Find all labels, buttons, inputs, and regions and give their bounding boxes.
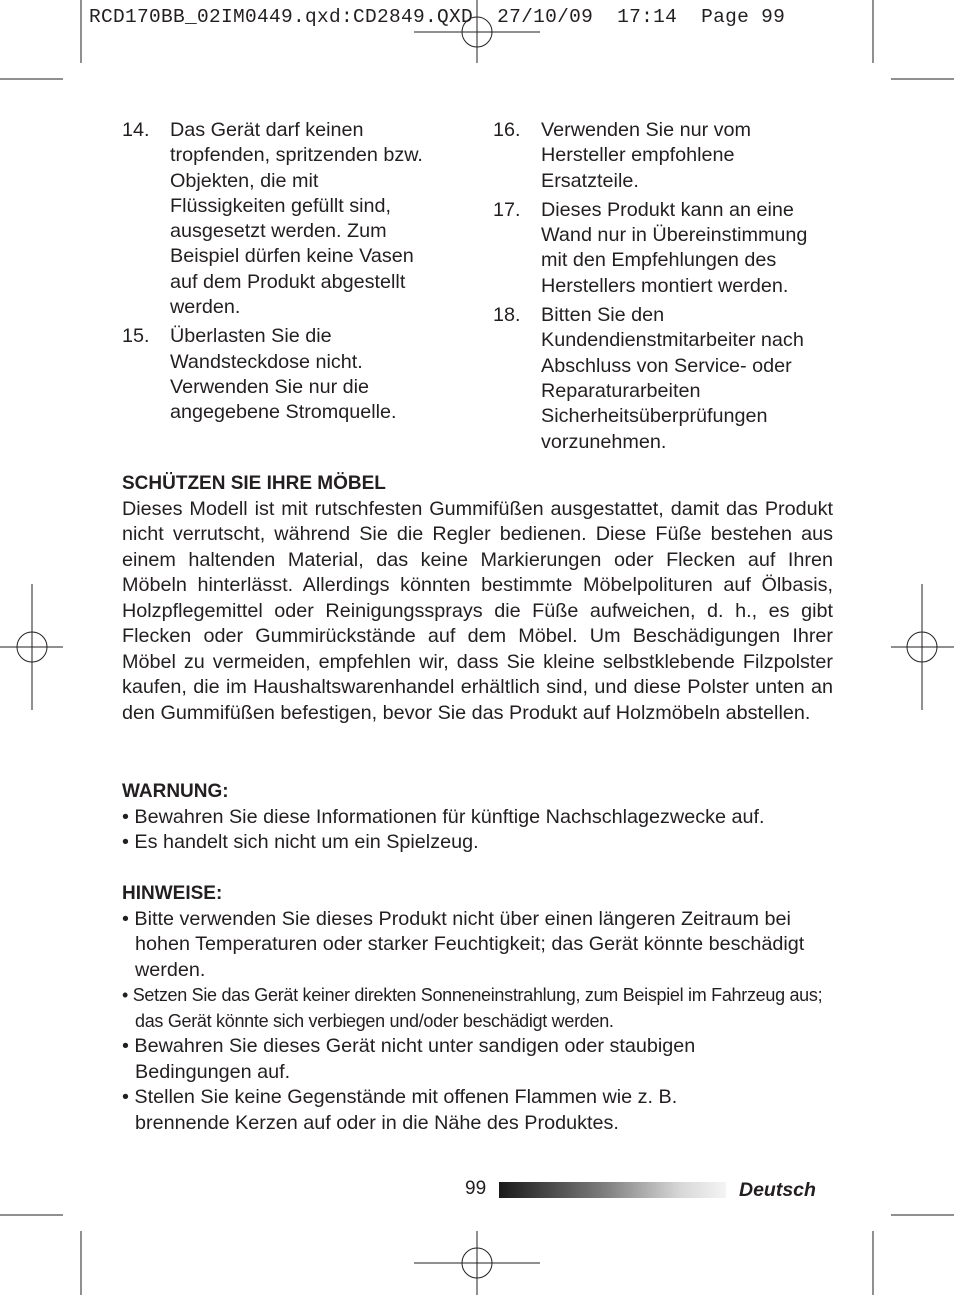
safety-list-right bbox=[493, 118, 843, 459]
registration-mark-bottom bbox=[414, 1231, 540, 1295]
registration-mark-right bbox=[891, 584, 954, 710]
bullet-item: • Bewahren Sie dieses Gerät nicht unter sandigen oder staubigen Bedingungen auf. bbox=[122, 1035, 696, 1083]
item-number: 16. bbox=[493, 119, 521, 141]
safety-item-17: 17. Dieses Produkt kann an eine Wand nur in Übereinstimmung mit den Empfehlungen des Herstellers montiert werden. bbox=[493, 198, 808, 297]
bullet-item: • Bewahren Sie diese Informationen für künftige Nachschlagezwecke auf. bbox=[122, 805, 765, 828]
page-number: 99 bbox=[465, 1178, 487, 1199]
safety-item-14: 14. Das Gerät darf keinen tropfenden, spritzenden bzw. Objekten, die mit Flüssigkeiten gefüllt sind, ausgesetzt werden. Zum Beispiel dürfen keine Vasen auf dem Produkt abgestellt werden. bbox=[122, 119, 423, 319]
registration-mark-left bbox=[0, 584, 63, 710]
bullet-item: • Bitte verwenden Sie dieses Produkt nicht über einen längeren Zeitraum bei hohen Temperaturen oder starker Feuchtigkeit; das Gerät könnte beschädigt werden. bbox=[122, 907, 805, 981]
section-heading: SCHÜTZEN SIE IHRE MÖBEL bbox=[122, 473, 386, 494]
item-number: 17. bbox=[493, 198, 521, 221]
bullet-item: • Stellen Sie keine Gegenstände mit offenen Flammen wie z. B. brennende Kerzen auf oder in die Nähe des Produktes. bbox=[122, 1086, 678, 1134]
safety-item-16: 16. Verwenden Sie nur vom Hersteller empfohlene Ersatzteile. bbox=[493, 119, 752, 192]
item-number: 14. bbox=[122, 119, 150, 141]
footer-language: Deutsch bbox=[739, 1179, 816, 1201]
section-heading: HINWEISE: bbox=[122, 883, 223, 904]
item-number: 15. bbox=[122, 325, 150, 348]
safety-item-15: 15. Überlasten Sie die Wandsteckdose nicht. Verwenden Sie nur die angegebene Stromquelle. bbox=[122, 325, 397, 424]
bullet-item: • Setzen Sie das Gerät keiner direkten Sonneneinstrahlung, zum Beispiel im Fahrzeug aus; das Gerät könnte sich verbiegen und/oder beschädigt werden. bbox=[122, 985, 823, 1031]
print-slug: RCD170BB_02IM0449.qxd:CD2849.QXD 27/10/09 17:14 Page 99 bbox=[89, 6, 786, 28]
item-number: 18. bbox=[493, 304, 521, 327]
bullet-item: • Es handelt sich nicht um ein Spielzeug. bbox=[122, 831, 479, 853]
safety-item-18: 18. Bitten Sie den Kundendienstmitarbeiter nach Abschluss von Service- oder Reparaturarbeiten Sicherheitsüberprüfungen vorzunehmen. bbox=[493, 304, 804, 453]
footer-gradient-bar bbox=[499, 1182, 726, 1198]
section-notes bbox=[122, 881, 822, 1136]
section-furniture bbox=[122, 471, 833, 726]
section-heading: WARNUNG: bbox=[122, 781, 229, 802]
registration-mark-top bbox=[414, 0, 540, 63]
section-warning bbox=[122, 779, 833, 856]
section-paragraph: Dieses Modell ist mit rutschfesten Gummifüßen ausgestattet, damit das Produkt nicht verrutscht, während Sie die Regler bedienen. Diese Füße bestehen aus einem haltenden Material, das keine Markierungen oder Flecken auf Ihren Möbeln hinterlässt. Allerdings könnten bestimmte Möbelpolituren auf Ölbasis, Holzpflegemittel oder Reinigungssprays die Füße aufweichen, d. h., es gibt Flecken oder Gummirückstände auf dem Möbel. Um Beschädigungen Ihrer Möbel zu vermeiden, empfehlen wir, dass Sie kleine selbstklebende Filzpolster kaufen, die im Haushaltswarenhandel erhältlich sind, und diese Polster unten an den Gummifüßen befestigen, bevor Sie das Produkt auf Holzmöbeln abstellen. bbox=[122, 497, 833, 724]
safety-list-left bbox=[122, 118, 462, 430]
